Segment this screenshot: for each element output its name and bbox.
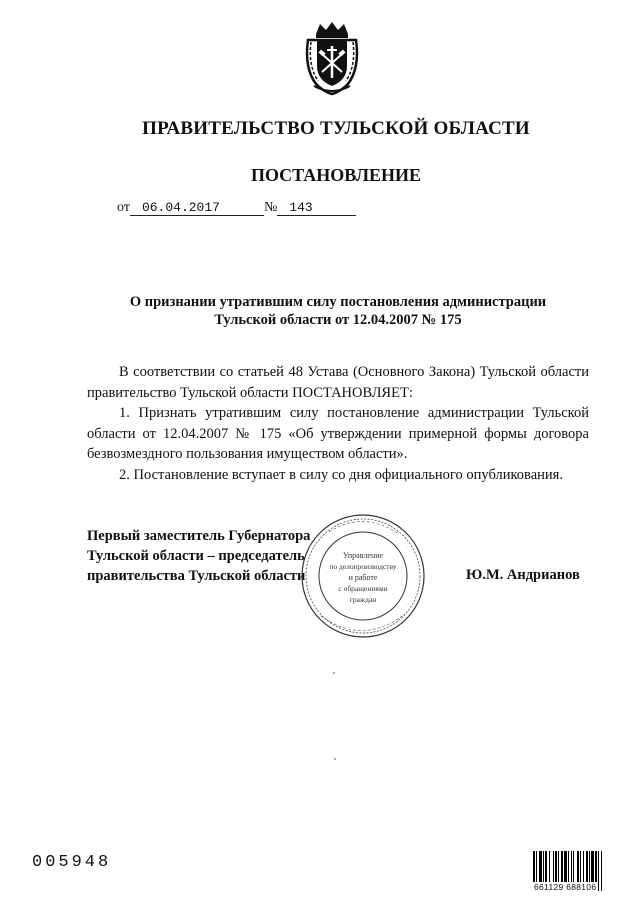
document-subject bbox=[100, 293, 576, 329]
official-stamp bbox=[299, 512, 427, 640]
date-number-line bbox=[117, 200, 356, 216]
scan-speck bbox=[334, 758, 336, 760]
position-line-3: правительства Тульской области bbox=[87, 568, 306, 584]
stamp-line-5: граждан bbox=[349, 595, 377, 604]
coat-of-arms-icon bbox=[302, 20, 362, 96]
body-paragraph-3: 2. Постановление вступает в силу со дня официального опубликования. bbox=[119, 466, 563, 483]
signatory-name: Ю.М. Андрианов bbox=[466, 567, 580, 583]
stamp-line-2: по делопроизводству bbox=[329, 562, 397, 571]
signatory-position bbox=[87, 526, 310, 586]
document-number: 143 bbox=[277, 200, 356, 216]
subject-line-1: О признании утратившим силу постановления администрации bbox=[129, 294, 547, 310]
body-paragraph-2: 1. Признать утратившим силу постановление администрации Тульской области от 12.04.2007 № 175 «Об утверждении примерной формы договора безвозмездного пользования имуществом области». bbox=[87, 405, 589, 462]
document-date: 06.04.2017 bbox=[130, 200, 264, 216]
government-title: ПРАВИТЕЛЬСТВО ТУЛЬСКОЙ ОБЛАСТИ bbox=[142, 118, 530, 139]
position-line-2: Тульской области – председатель bbox=[87, 548, 305, 564]
number-label: № bbox=[263, 200, 278, 215]
stamp-line-1: Управление bbox=[342, 551, 384, 560]
subject-line-2: Тульской области от 12.04.2007 № 175 bbox=[214, 312, 462, 328]
stamp-line-3: и работе bbox=[348, 573, 378, 582]
scan-speck bbox=[333, 672, 335, 674]
from-label: от bbox=[117, 200, 130, 215]
position-line-1: Первый заместитель Губернатора bbox=[87, 528, 311, 544]
serial-number: 005948 bbox=[32, 853, 112, 872]
stamp-line-4: с обращениями bbox=[338, 584, 388, 593]
document-body bbox=[87, 362, 589, 485]
body-paragraph-1: В соответствии со статьей 48 Устава (Основного Закона) Тульской области правительство Тульской области ПОСТАНОВЛЯЕТ: bbox=[87, 364, 589, 401]
document-type: ПОСТАНОВЛЕНИЕ bbox=[250, 165, 422, 185]
barcode-number: 661129 688106 bbox=[534, 882, 597, 892]
